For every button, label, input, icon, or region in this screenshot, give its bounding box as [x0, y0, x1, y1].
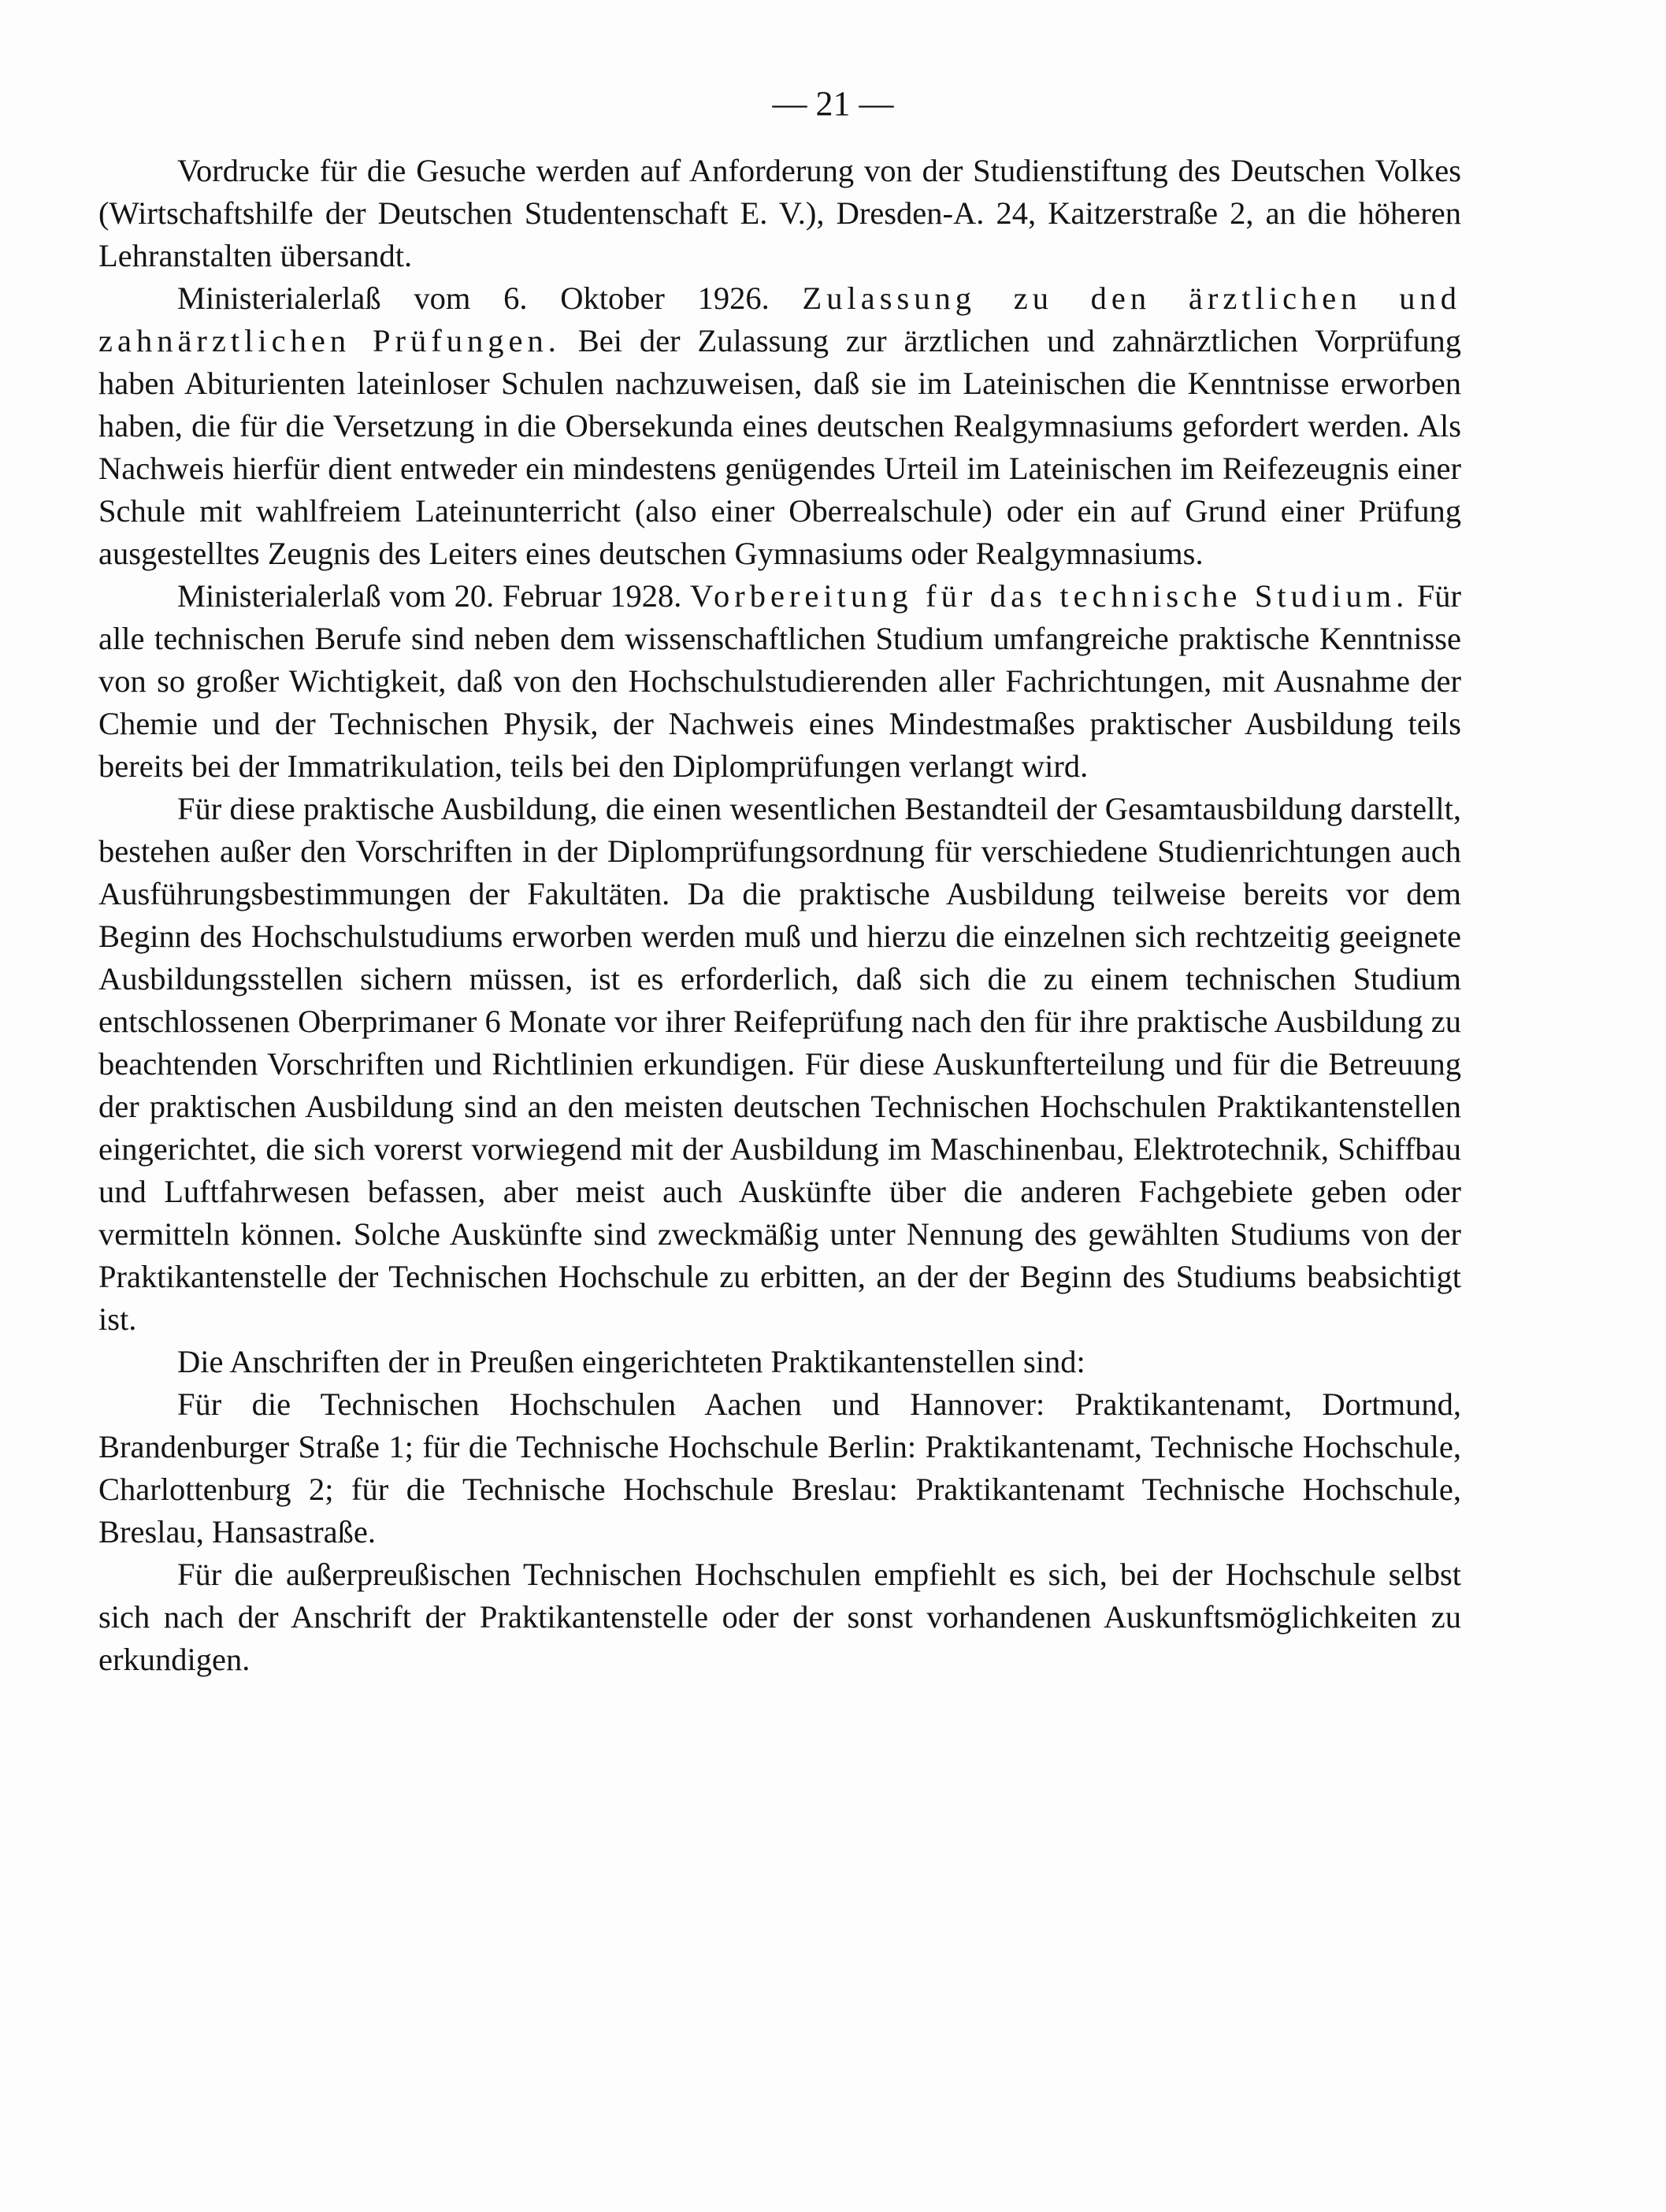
paragraph-anschriften-intro: Die Anschriften der in Preußen eingerichteten Praktikantenstellen sind: — [177, 1344, 1085, 1379]
section-heading: Zulassung zu den ärztlichen und zahnärztlichen Prüfungen. — [98, 280, 1461, 358]
page-number: — 21 — — [772, 84, 894, 123]
paragraph-anschriften: Für die Technischen Hochschulen Aachen und Hannover: Praktikantenamt, Dortmund, Brandenburger Straße 1; für die Technische Hochschule Berlin: Praktikantenamt, Technische Hochschule, Charlottenburg 2; für die Technische Hochschule Breslau: Praktikantenamt Technische Hochschule, Breslau, Hansastraße. — [98, 1386, 1461, 1550]
decree-reference: Ministerialerlaß vom 20. Februar 1928. — [177, 578, 682, 614]
decree-reference: Ministerialerlaß vom 6. Oktober 1926. — [177, 280, 770, 316]
body-text — [98, 150, 1461, 1681]
paragraph-ausserpreussisch: Für die außerpreußischen Technischen Hochschulen empfiehlt es sich, bei der Hochschule selbst sich nach der Anschrift der Praktikantenstelle oder der sonst vorhandenen Auskunftsmöglichkeiten zu erkundigen. — [98, 1557, 1461, 1677]
paragraph-vorbereitung — [98, 575, 1461, 788]
paragraph-zulassung — [98, 277, 1461, 575]
paragraph-text: Für alle technischen Berufe sind neben dem wissenschaftlichen Studium umfangreiche praktische Kenntnisse von so großer Wichtigkeit, daß von den Hochschulstudierenden aller Fachrichtungen, mit Ausnahme der Chemie und der Technischen Physik, der Nachweis eines Mindestmaßes praktischer Ausbildung teils bereits bei der Immatrikulation, teils bei den Diplomprüfungen verlangt wird. — [98, 578, 1462, 784]
paragraph-vordrucke: Vordrucke für die Gesuche werden auf Anforderung von der Studienstiftung des Deutschen Volkes (Wirtschaftshilfe der Deutschen Studentenschaft E. V.), Dresden-A. 24, Kaitzerstraße 2, an die höheren Lehranstalten übersandt. — [98, 153, 1461, 273]
paragraph-text: Bei der Zulassung zur ärztlichen und zahnärztlichen Vorprüfung haben Abiturienten lateinloser Schulen nachzuweisen, daß sie im Lateinischen die Kenntnisse erworben haben, die für die Versetzung in die Obersekunda eines deutschen Realgymnasiums gefordert werden. Als Nachweis hierfür dient entweder ein mindestens genügendes Urteil im Lateinischen im Reifezeugnis einer Schule mit wahlfreiem Lateinunterricht (also einer Oberrealschule) oder ein auf Grund einer Prüfung ausgestelltes Zeugnis des Leiters eines deutschen Gymnasiums oder Realgymnasiums. — [98, 323, 1461, 571]
paragraph-praktische-ausbildung: Für diese praktische Ausbildung, die einen wesentlichen Bestandteil der Gesamtausbildung darstellt, bestehen außer den Vorschriften in der Diplomprüfungsordnung für verschiedene Studienrichtungen auch Ausführungsbestimmungen der Fakultäten. Da die praktische Ausbildung teilweise bereits vor dem Beginn des Hochschulstudiums erworben werden muß und hierzu die einzelnen sich rechtzeitig geeignete Ausbildungsstellen sichern müssen, ist es erforderlich, daß sich die zu einem technischen Studium entschlossenen Oberprimaner 6 Monate vor ihrer Reifeprüfung nach den für ihre praktische Ausbildung zu beachtenden Vorschriften und Richtlinien erkundigen. Für diese Auskunfterteilung und für die Betreuung der praktischen Ausbildung sind an den meisten deutschen Technischen Hochschulen Praktikantenstellen eingerichtet, die sich vorerst vorwiegend mit der Ausbildung im Maschinenbau, Elektrotechnik, Schiffbau und Luftfahrwesen befassen, aber meist auch Auskünfte über die anderen Fachgebiete geben oder vermitteln können. Solche Auskünfte sind zweckmäßig unter Nennung des gewählten Studiums von der Praktikantenstelle der Technischen Hochschule zu erbitten, an der der Beginn des Studiums beabsichtigt ist. — [98, 791, 1461, 1337]
section-heading: Vorbereitung für das technische Studium. — [689, 578, 1409, 614]
